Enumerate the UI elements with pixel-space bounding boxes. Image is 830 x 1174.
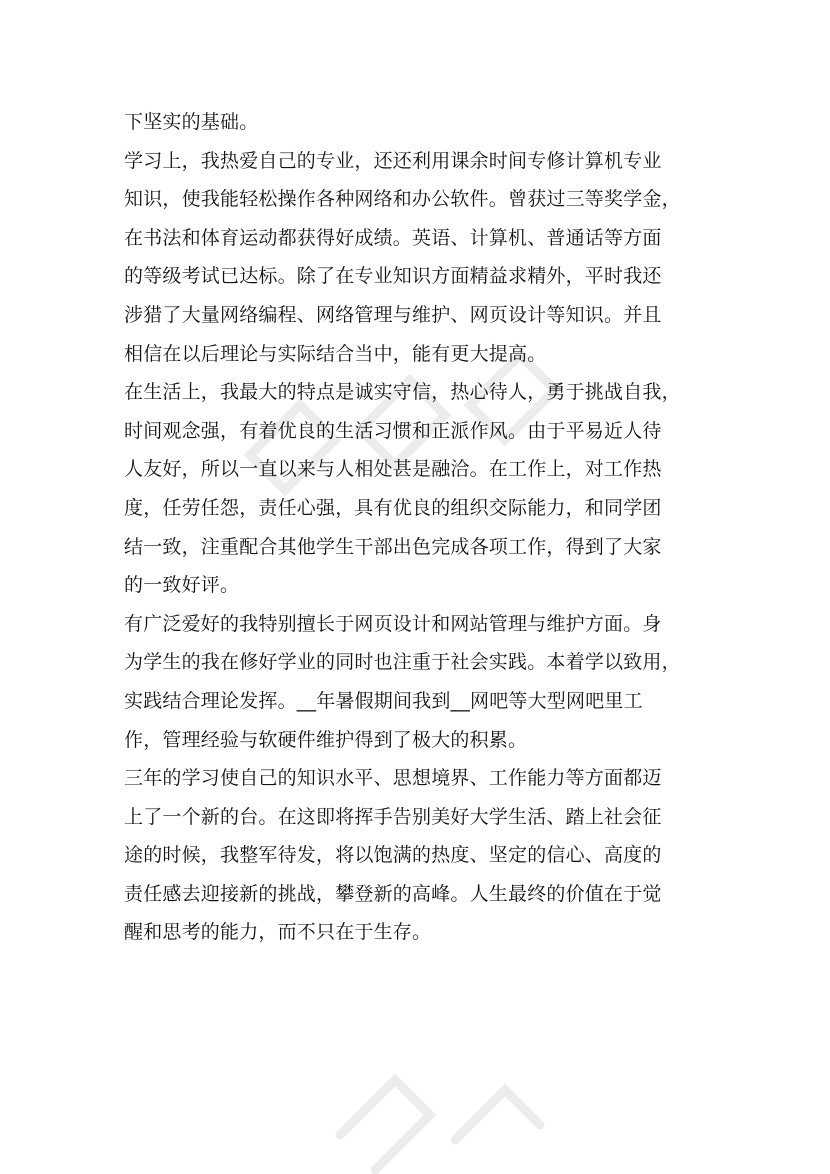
text-line: 途的时候，我整军待发，将以饱满的热度、坚定的信心、高度的	[124, 844, 662, 867]
paragraph-3	[124, 373, 724, 605]
text-line: 的等级考试已达标。除了在专业知识方面精益求精外，平时我还	[124, 265, 662, 288]
text-line: 在生活上，我最大的特点是诚实守信，热心待人，勇于挑战自我，	[124, 381, 681, 404]
text-line: 三年的学习使自己的知识水平、思想境界、工作能力等方面都迈	[124, 767, 662, 790]
text-line: 时间观念强，有着优良的生活习惯和正派作风。由于平易近人待	[124, 419, 662, 442]
text-line: 的一致好评。	[124, 574, 240, 597]
watermark-stroke	[455, 1090, 540, 1140]
text-line: 醒和思考的能力，而不只在于生存。	[124, 921, 432, 944]
text-line: 实践结合理论发挥。__年暑假期间我到__网吧等大型网吧里工	[124, 689, 643, 712]
paragraph-5	[124, 759, 724, 952]
text-line: 作，管理经验与软硬件维护得到了极大的积累。	[124, 728, 528, 751]
text-line: 相信在以后理论与实际结合当中，能有更大提高。	[124, 342, 547, 365]
watermark-stroke	[340, 1080, 430, 1170]
text-line: 有广泛爱好的我特别擅长于网页设计和网站管理与维护方面。身	[124, 612, 662, 635]
text-line: 涉猎了大量网络编程、网络管理与维护、网页设计等知识。并且	[124, 303, 662, 326]
paragraph-2	[124, 142, 724, 374]
text-line: 为学生的我在修好学业的同时也注重于社会实践。本着学以致用，	[124, 651, 681, 674]
text-line: 人友好，所以一直以来与人相处甚是融洽。在工作上，对工作热	[124, 458, 662, 481]
paragraph-1	[124, 103, 724, 142]
text-line: 下坚实的基础。	[124, 111, 259, 133]
paragraph-4	[124, 605, 724, 759]
text-line: 度，任劳任怨，责任心强，具有优良的组织交际能力，和同学团	[124, 496, 662, 519]
document-body	[124, 103, 724, 952]
text-line: 上了一个新的台。在这即将挥手告别美好大学生活、踏上社会征	[124, 805, 662, 828]
text-line: 知识，使我能轻松操作各种网络和办公软件。曾获过三等奖学金，	[124, 188, 681, 211]
text-line: 学习上，我热爱自己的专业，还还利用课余时间专修计算机专业	[124, 149, 662, 172]
text-line: 结一致，注重配合其他学生干部出色完成各项工作，得到了大家	[124, 535, 662, 558]
text-line: 在书法和体育运动都获得好成绩。英语、计算机、普通话等方面	[124, 226, 662, 249]
text-line: 责任感去迎接新的挑战，攀登新的高峰。人生最终的价值在于觉	[124, 882, 662, 905]
